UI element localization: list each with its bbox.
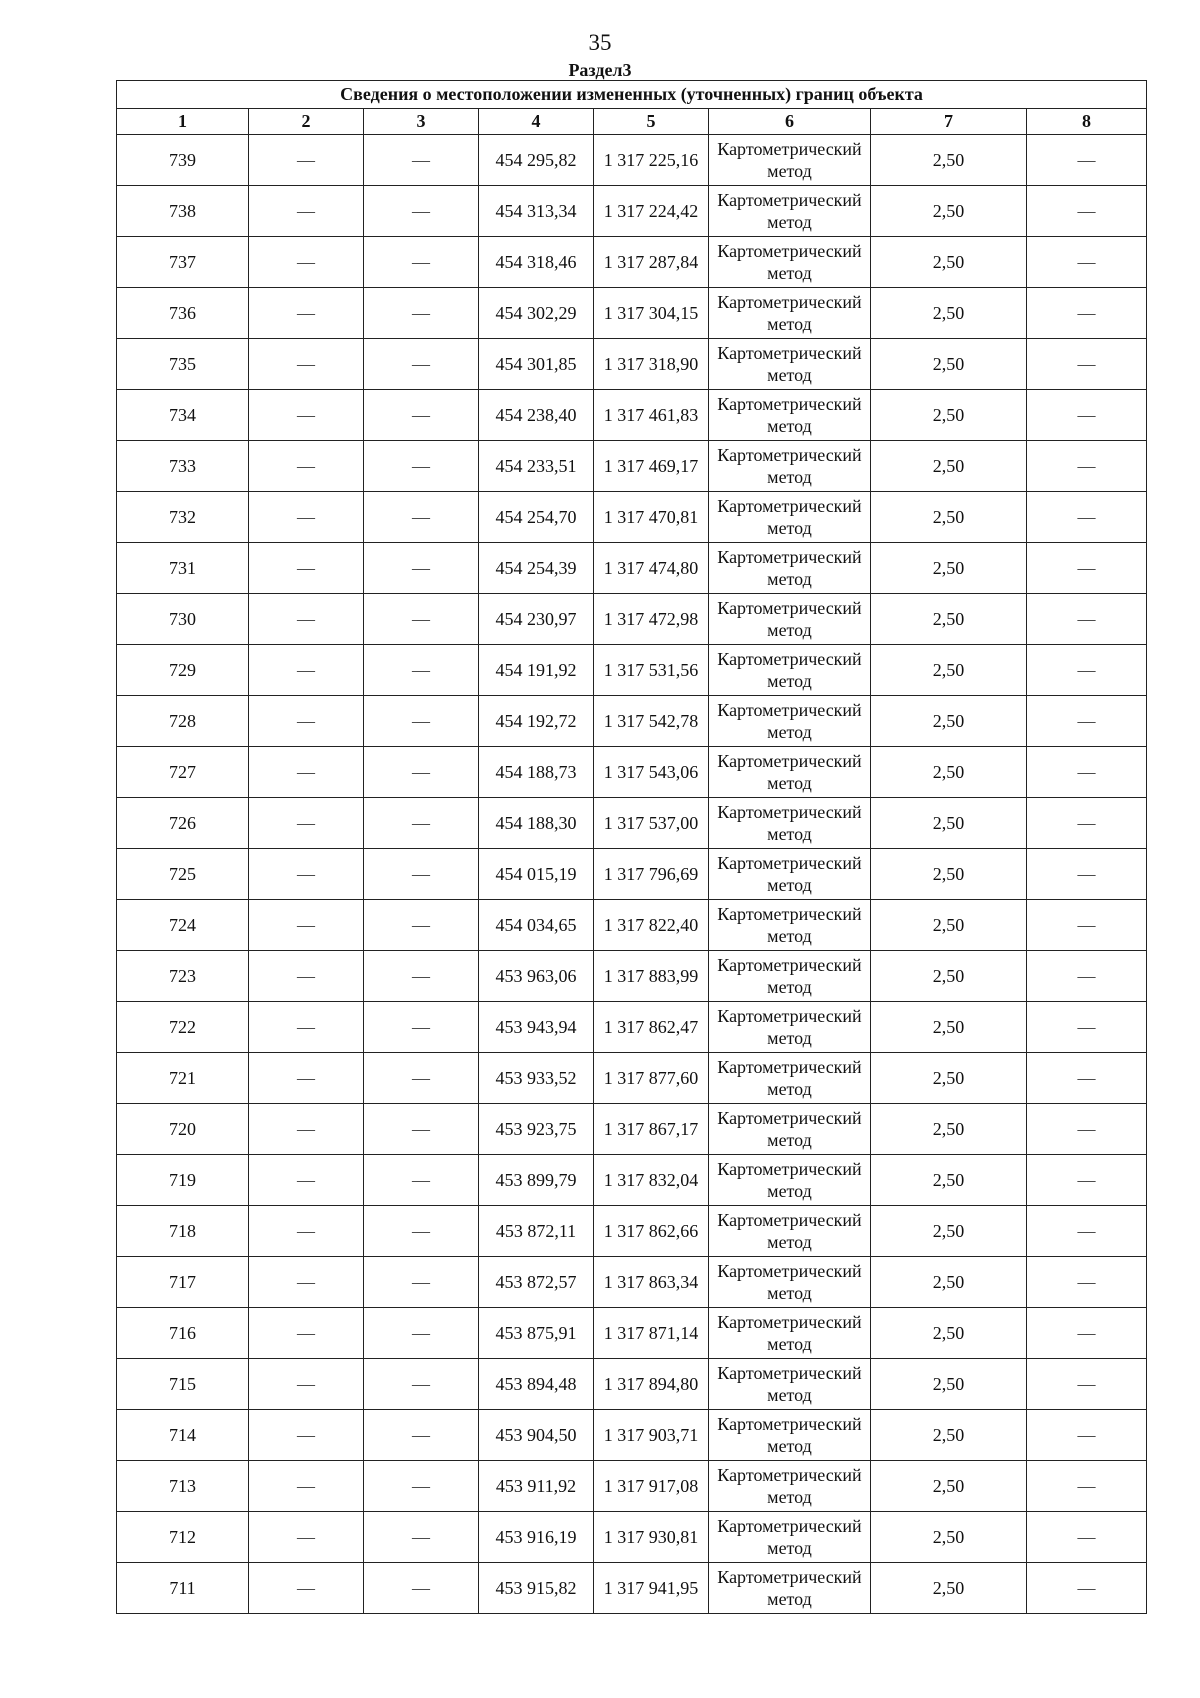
point-number-cell: 720 <box>117 1104 249 1155</box>
y-coordinate-cell: 1 317 883,99 <box>594 951 709 1002</box>
y-coordinate-cell: 1 317 871,14 <box>594 1308 709 1359</box>
x-coordinate-cell: 453 872,57 <box>479 1257 594 1308</box>
y-coordinate-cell: 1 317 867,17 <box>594 1104 709 1155</box>
point-number-cell: 732 <box>117 492 249 543</box>
table-row <box>117 1104 1147 1155</box>
precision-cell: 2,50 <box>871 492 1027 543</box>
empty-dash-cell: — <box>249 1461 364 1512</box>
table-row <box>117 492 1147 543</box>
empty-dash-cell: — <box>1027 1308 1147 1359</box>
method-cell: Картометрический метод <box>709 390 871 441</box>
x-coordinate-cell: 453 872,11 <box>479 1206 594 1257</box>
point-number-cell: 733 <box>117 441 249 492</box>
method-cell: Картометрический метод <box>709 747 871 798</box>
y-coordinate-cell: 1 317 461,83 <box>594 390 709 441</box>
point-number-cell: 727 <box>117 747 249 798</box>
empty-dash-cell: — <box>364 849 479 900</box>
empty-dash-cell: — <box>1027 492 1147 543</box>
empty-dash-cell: — <box>249 645 364 696</box>
empty-dash-cell: — <box>364 288 479 339</box>
empty-dash-cell: — <box>249 594 364 645</box>
empty-dash-cell: — <box>364 645 479 696</box>
precision-cell: 2,50 <box>871 1308 1027 1359</box>
empty-dash-cell: — <box>1027 849 1147 900</box>
column-header-3: 3 <box>364 109 479 135</box>
empty-dash-cell: — <box>1027 186 1147 237</box>
precision-cell: 2,50 <box>871 1359 1027 1410</box>
x-coordinate-cell: 454 188,30 <box>479 798 594 849</box>
table-row <box>117 1410 1147 1461</box>
x-coordinate-cell: 453 911,92 <box>479 1461 594 1512</box>
method-cell: Картометрический метод <box>709 1461 871 1512</box>
empty-dash-cell: — <box>364 135 479 186</box>
method-cell: Картометрический метод <box>709 1257 871 1308</box>
empty-dash-cell: — <box>1027 339 1147 390</box>
y-coordinate-cell: 1 317 903,71 <box>594 1410 709 1461</box>
empty-dash-cell: — <box>364 1053 479 1104</box>
point-number-cell: 738 <box>117 186 249 237</box>
table-row <box>117 1563 1147 1614</box>
method-cell: Картометрический метод <box>709 1002 871 1053</box>
precision-cell: 2,50 <box>871 1155 1027 1206</box>
y-coordinate-cell: 1 317 862,47 <box>594 1002 709 1053</box>
empty-dash-cell: — <box>364 237 479 288</box>
table-row <box>117 645 1147 696</box>
empty-dash-cell: — <box>249 186 364 237</box>
x-coordinate-cell: 454 238,40 <box>479 390 594 441</box>
point-number-cell: 721 <box>117 1053 249 1104</box>
boundary-table <box>116 80 1147 1614</box>
y-coordinate-cell: 1 317 917,08 <box>594 1461 709 1512</box>
precision-cell: 2,50 <box>871 135 1027 186</box>
method-cell: Картометрический метод <box>709 1104 871 1155</box>
x-coordinate-cell: 453 943,94 <box>479 1002 594 1053</box>
y-coordinate-cell: 1 317 474,80 <box>594 543 709 594</box>
x-coordinate-cell: 454 302,29 <box>479 288 594 339</box>
empty-dash-cell: — <box>249 1002 364 1053</box>
empty-dash-cell: — <box>1027 1257 1147 1308</box>
y-coordinate-cell: 1 317 543,06 <box>594 747 709 798</box>
y-coordinate-cell: 1 317 863,34 <box>594 1257 709 1308</box>
x-coordinate-cell: 453 963,06 <box>479 951 594 1002</box>
precision-cell: 2,50 <box>871 747 1027 798</box>
method-cell: Картометрический метод <box>709 1410 871 1461</box>
method-cell: Картометрический метод <box>709 900 871 951</box>
point-number-cell: 735 <box>117 339 249 390</box>
table-row <box>117 288 1147 339</box>
table-row <box>117 747 1147 798</box>
empty-dash-cell: — <box>249 1410 364 1461</box>
y-coordinate-cell: 1 317 796,69 <box>594 849 709 900</box>
empty-dash-cell: — <box>249 237 364 288</box>
empty-dash-cell: — <box>364 1359 479 1410</box>
point-number-cell: 713 <box>117 1461 249 1512</box>
empty-dash-cell: — <box>249 1053 364 1104</box>
y-coordinate-cell: 1 317 472,98 <box>594 594 709 645</box>
x-coordinate-cell: 454 254,70 <box>479 492 594 543</box>
empty-dash-cell: — <box>249 288 364 339</box>
empty-dash-cell: — <box>249 441 364 492</box>
x-coordinate-cell: 454 313,34 <box>479 186 594 237</box>
y-coordinate-cell: 1 317 470,81 <box>594 492 709 543</box>
table-row <box>117 1155 1147 1206</box>
table-row <box>117 237 1147 288</box>
empty-dash-cell: — <box>249 1563 364 1614</box>
column-header-2: 2 <box>249 109 364 135</box>
empty-dash-cell: — <box>364 798 479 849</box>
empty-dash-cell: — <box>1027 390 1147 441</box>
table-row <box>117 798 1147 849</box>
point-number-cell: 712 <box>117 1512 249 1563</box>
table-row <box>117 390 1147 441</box>
table-row <box>117 1206 1147 1257</box>
point-number-cell: 716 <box>117 1308 249 1359</box>
precision-cell: 2,50 <box>871 186 1027 237</box>
x-coordinate-cell: 453 915,82 <box>479 1563 594 1614</box>
y-coordinate-cell: 1 317 537,00 <box>594 798 709 849</box>
empty-dash-cell: — <box>1027 747 1147 798</box>
table-row <box>117 1308 1147 1359</box>
point-number-cell: 726 <box>117 798 249 849</box>
method-cell: Картометрический метод <box>709 1563 871 1614</box>
point-number-cell: 715 <box>117 1359 249 1410</box>
point-number-cell: 724 <box>117 900 249 951</box>
point-number-cell: 737 <box>117 237 249 288</box>
empty-dash-cell: — <box>249 390 364 441</box>
y-coordinate-cell: 1 317 304,15 <box>594 288 709 339</box>
y-coordinate-cell: 1 317 894,80 <box>594 1359 709 1410</box>
x-coordinate-cell: 454 191,92 <box>479 645 594 696</box>
table-title: Сведения о местоположении измененных (уточненных) границ объекта <box>117 81 1147 109</box>
table-row <box>117 1053 1147 1104</box>
x-coordinate-cell: 454 318,46 <box>479 237 594 288</box>
method-cell: Картометрический метод <box>709 696 871 747</box>
empty-dash-cell: — <box>364 1257 479 1308</box>
y-coordinate-cell: 1 317 287,84 <box>594 237 709 288</box>
empty-dash-cell: — <box>364 900 479 951</box>
method-cell: Картометрический метод <box>709 492 871 543</box>
empty-dash-cell: — <box>364 594 479 645</box>
table-row <box>117 900 1147 951</box>
page-number: 35 <box>588 30 612 55</box>
table-row <box>117 1002 1147 1053</box>
method-cell: Картометрический метод <box>709 339 871 390</box>
empty-dash-cell: — <box>249 1104 364 1155</box>
empty-dash-cell: — <box>364 441 479 492</box>
table-row <box>117 339 1147 390</box>
empty-dash-cell: — <box>249 135 364 186</box>
x-coordinate-cell: 454 295,82 <box>479 135 594 186</box>
point-number-cell: 728 <box>117 696 249 747</box>
empty-dash-cell: — <box>249 951 364 1002</box>
table-row <box>117 543 1147 594</box>
empty-dash-cell: — <box>1027 951 1147 1002</box>
method-cell: Картометрический метод <box>709 288 871 339</box>
x-coordinate-cell: 454 301,85 <box>479 339 594 390</box>
empty-dash-cell: — <box>1027 1206 1147 1257</box>
y-coordinate-cell: 1 317 224,42 <box>594 186 709 237</box>
y-coordinate-cell: 1 317 225,16 <box>594 135 709 186</box>
precision-cell: 2,50 <box>871 339 1027 390</box>
empty-dash-cell: — <box>1027 1002 1147 1053</box>
empty-dash-cell: — <box>1027 594 1147 645</box>
empty-dash-cell: — <box>1027 1359 1147 1410</box>
method-cell: Картометрический метод <box>709 1053 871 1104</box>
x-coordinate-cell: 454 034,65 <box>479 900 594 951</box>
table-row <box>117 696 1147 747</box>
point-number-cell: 729 <box>117 645 249 696</box>
empty-dash-cell: — <box>249 849 364 900</box>
y-coordinate-cell: 1 317 930,81 <box>594 1512 709 1563</box>
x-coordinate-cell: 454 233,51 <box>479 441 594 492</box>
empty-dash-cell: — <box>364 1002 479 1053</box>
empty-dash-cell: — <box>1027 441 1147 492</box>
precision-cell: 2,50 <box>871 1053 1027 1104</box>
table-body <box>117 135 1147 1614</box>
x-coordinate-cell: 454 015,19 <box>479 849 594 900</box>
y-coordinate-cell: 1 317 822,40 <box>594 900 709 951</box>
precision-cell: 2,50 <box>871 594 1027 645</box>
table-row <box>117 135 1147 186</box>
empty-dash-cell: — <box>364 1461 479 1512</box>
precision-cell: 2,50 <box>871 1002 1027 1053</box>
x-coordinate-cell: 453 933,52 <box>479 1053 594 1104</box>
precision-cell: 2,50 <box>871 1206 1027 1257</box>
y-coordinate-cell: 1 317 941,95 <box>594 1563 709 1614</box>
empty-dash-cell: — <box>364 1155 479 1206</box>
table-row <box>117 1512 1147 1563</box>
empty-dash-cell: — <box>364 543 479 594</box>
x-coordinate-cell: 453 916,19 <box>479 1512 594 1563</box>
method-cell: Картометрический метод <box>709 849 871 900</box>
column-header-6: 6 <box>709 109 871 135</box>
empty-dash-cell: — <box>364 1206 479 1257</box>
y-coordinate-cell: 1 317 862,66 <box>594 1206 709 1257</box>
point-number-cell: 719 <box>117 1155 249 1206</box>
x-coordinate-cell: 454 230,97 <box>479 594 594 645</box>
method-cell: Картометрический метод <box>709 186 871 237</box>
empty-dash-cell: — <box>249 1359 364 1410</box>
empty-dash-cell: — <box>364 747 479 798</box>
column-header-5: 5 <box>594 109 709 135</box>
method-cell: Картометрический метод <box>709 645 871 696</box>
y-coordinate-cell: 1 317 318,90 <box>594 339 709 390</box>
empty-dash-cell: — <box>249 492 364 543</box>
empty-dash-cell: — <box>1027 543 1147 594</box>
point-number-cell: 739 <box>117 135 249 186</box>
precision-cell: 2,50 <box>871 288 1027 339</box>
empty-dash-cell: — <box>1027 1512 1147 1563</box>
point-number-cell: 722 <box>117 1002 249 1053</box>
point-number-cell: 731 <box>117 543 249 594</box>
precision-cell: 2,50 <box>871 1257 1027 1308</box>
empty-dash-cell: — <box>364 951 479 1002</box>
x-coordinate-cell: 453 899,79 <box>479 1155 594 1206</box>
empty-dash-cell: — <box>364 492 479 543</box>
empty-dash-cell: — <box>364 1563 479 1614</box>
column-header-1: 1 <box>117 109 249 135</box>
empty-dash-cell: — <box>364 1308 479 1359</box>
y-coordinate-cell: 1 317 542,78 <box>594 696 709 747</box>
point-number-cell: 734 <box>117 390 249 441</box>
empty-dash-cell: — <box>1027 1410 1147 1461</box>
x-coordinate-cell: 454 192,72 <box>479 696 594 747</box>
point-number-cell: 711 <box>117 1563 249 1614</box>
point-number-cell: 736 <box>117 288 249 339</box>
point-number-cell: 714 <box>117 1410 249 1461</box>
point-number-cell: 730 <box>117 594 249 645</box>
precision-cell: 2,50 <box>871 1563 1027 1614</box>
precision-cell: 2,50 <box>871 390 1027 441</box>
empty-dash-cell: — <box>364 186 479 237</box>
empty-dash-cell: — <box>1027 237 1147 288</box>
precision-cell: 2,50 <box>871 1461 1027 1512</box>
empty-dash-cell: — <box>1027 900 1147 951</box>
x-coordinate-cell: 453 923,75 <box>479 1104 594 1155</box>
empty-dash-cell: — <box>364 696 479 747</box>
x-coordinate-cell: 453 904,50 <box>479 1410 594 1461</box>
y-coordinate-cell: 1 317 877,60 <box>594 1053 709 1104</box>
precision-cell: 2,50 <box>871 696 1027 747</box>
point-number-cell: 725 <box>117 849 249 900</box>
x-coordinate-cell: 453 894,48 <box>479 1359 594 1410</box>
empty-dash-cell: — <box>249 1308 364 1359</box>
method-cell: Картометрический метод <box>709 441 871 492</box>
method-cell: Картометрический метод <box>709 798 871 849</box>
empty-dash-cell: — <box>1027 1104 1147 1155</box>
x-coordinate-cell: 454 188,73 <box>479 747 594 798</box>
point-number-cell: 718 <box>117 1206 249 1257</box>
empty-dash-cell: — <box>1027 1461 1147 1512</box>
method-cell: Картометрический метод <box>709 543 871 594</box>
precision-cell: 2,50 <box>871 1410 1027 1461</box>
empty-dash-cell: — <box>364 1104 479 1155</box>
table-row <box>117 441 1147 492</box>
method-cell: Картометрический метод <box>709 135 871 186</box>
precision-cell: 2,50 <box>871 798 1027 849</box>
empty-dash-cell: — <box>364 390 479 441</box>
table-row <box>117 1257 1147 1308</box>
table-row <box>117 849 1147 900</box>
method-cell: Картометрический метод <box>709 1206 871 1257</box>
method-cell: Картометрический метод <box>709 594 871 645</box>
empty-dash-cell: — <box>1027 1563 1147 1614</box>
y-coordinate-cell: 1 317 832,04 <box>594 1155 709 1206</box>
y-coordinate-cell: 1 317 531,56 <box>594 645 709 696</box>
empty-dash-cell: — <box>1027 288 1147 339</box>
method-cell: Картометрический метод <box>709 1308 871 1359</box>
precision-cell: 2,50 <box>871 849 1027 900</box>
empty-dash-cell: — <box>364 339 479 390</box>
table-row <box>117 951 1147 1002</box>
empty-dash-cell: — <box>249 339 364 390</box>
precision-cell: 2,50 <box>871 645 1027 696</box>
precision-cell: 2,50 <box>871 441 1027 492</box>
empty-dash-cell: — <box>249 900 364 951</box>
method-cell: Картометрический метод <box>709 1155 871 1206</box>
precision-cell: 2,50 <box>871 1512 1027 1563</box>
empty-dash-cell: — <box>249 1512 364 1563</box>
empty-dash-cell: — <box>1027 798 1147 849</box>
empty-dash-cell: — <box>249 1155 364 1206</box>
method-cell: Картометрический метод <box>709 951 871 1002</box>
method-cell: Картометрический метод <box>709 1512 871 1563</box>
empty-dash-cell: — <box>249 696 364 747</box>
x-coordinate-cell: 454 254,39 <box>479 543 594 594</box>
column-header-row <box>117 109 1147 135</box>
table-row <box>117 1461 1147 1512</box>
point-number-cell: 717 <box>117 1257 249 1308</box>
x-coordinate-cell: 453 875,91 <box>479 1308 594 1359</box>
empty-dash-cell: — <box>249 747 364 798</box>
precision-cell: 2,50 <box>871 1104 1027 1155</box>
table-row <box>117 186 1147 237</box>
table-row <box>117 594 1147 645</box>
column-header-7: 7 <box>871 109 1027 135</box>
method-cell: Картометрический метод <box>709 1359 871 1410</box>
empty-dash-cell: — <box>249 1206 364 1257</box>
empty-dash-cell: — <box>249 798 364 849</box>
empty-dash-cell: — <box>364 1512 479 1563</box>
empty-dash-cell: — <box>249 543 364 594</box>
empty-dash-cell: — <box>1027 696 1147 747</box>
precision-cell: 2,50 <box>871 237 1027 288</box>
method-cell: Картометрический метод <box>709 237 871 288</box>
y-coordinate-cell: 1 317 469,17 <box>594 441 709 492</box>
empty-dash-cell: — <box>1027 1053 1147 1104</box>
empty-dash-cell: — <box>364 1410 479 1461</box>
column-header-8: 8 <box>1027 109 1147 135</box>
empty-dash-cell: — <box>1027 135 1147 186</box>
section-title: Раздел3 <box>568 60 632 80</box>
precision-cell: 2,50 <box>871 900 1027 951</box>
empty-dash-cell: — <box>1027 1155 1147 1206</box>
empty-dash-cell: — <box>1027 645 1147 696</box>
precision-cell: 2,50 <box>871 951 1027 1002</box>
empty-dash-cell: — <box>249 1257 364 1308</box>
point-number-cell: 723 <box>117 951 249 1002</box>
table-row <box>117 1359 1147 1410</box>
column-header-4: 4 <box>479 109 594 135</box>
precision-cell: 2,50 <box>871 543 1027 594</box>
